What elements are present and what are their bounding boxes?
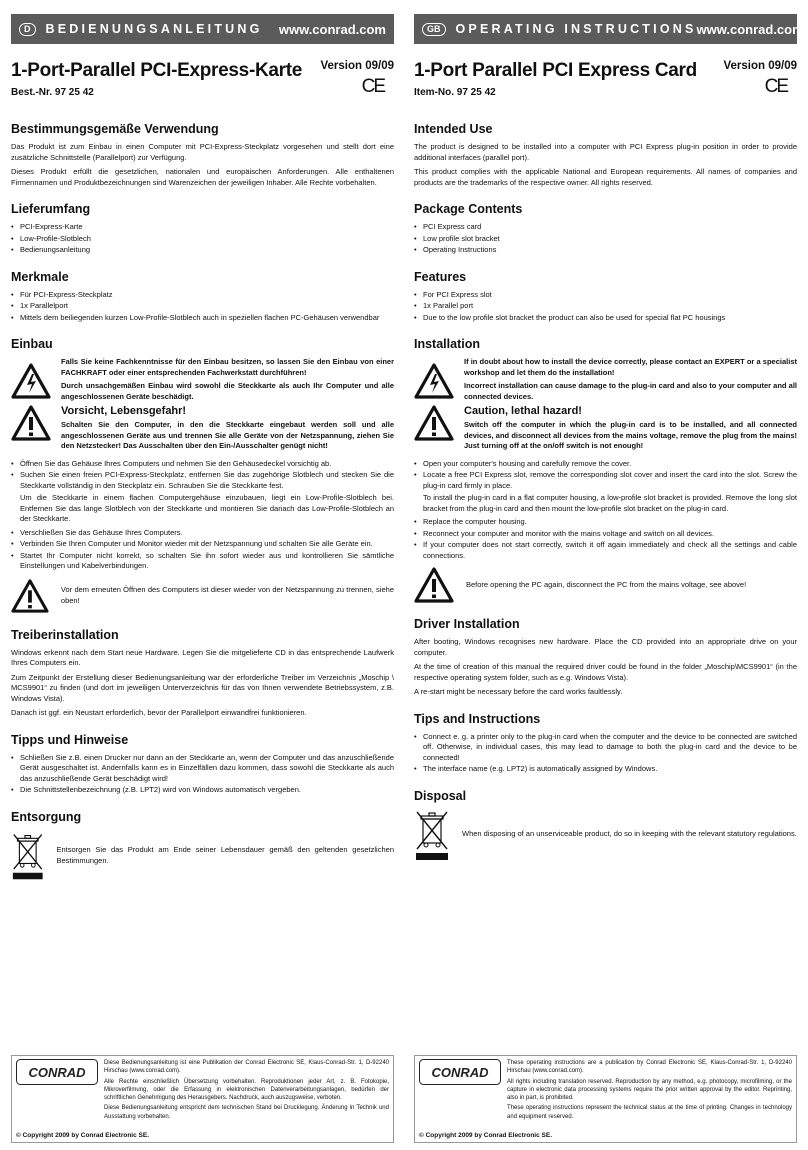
disposal-block xyxy=(11,830,394,882)
list-item: • The interface name (e.g. LPT2) is automatically assigned by Windows. xyxy=(414,764,797,775)
header-label: OPERATING INSTRUCTIONS xyxy=(455,22,697,36)
header-url: www.conrad.com xyxy=(278,21,386,37)
page-title: 1-Port Parallel PCI Express Card xyxy=(414,60,697,81)
note-block xyxy=(414,567,797,603)
contents-list xyxy=(414,222,797,256)
list-item: • Open your computer's housing and carefully remove the cover. xyxy=(414,459,797,470)
warning-block xyxy=(11,357,394,455)
footer-text: These operating instructions are a publication by Conrad Electronic SE, Klaus-Conrad-Str. 1, D-92240 Hirschau (www.conrad.com). xyxy=(507,1060,792,1075)
list-item: • Reconnect your computer and monitor with the mains voltage and switch on all devices. xyxy=(414,529,797,540)
warning-text: If in doubt about how to install the device correctly, please contact an EXPERT or a specialist workshop and let them do the installation! xyxy=(464,357,797,377)
warning-icon xyxy=(11,405,51,441)
list-item: • Suchen Sie einen freien PCI-Express-Steckplatz, entfernen Sie das zugehörige Slotblech und stecken Sie die Steckkarte vollständig in den Steckplatz ein. Schrauben Sie die Steckkarte fest. xyxy=(11,470,394,491)
crossed-bin-icon xyxy=(414,809,450,861)
paragraph: Das Produkt ist zum Einbau in einen Computer mit PCI-Express-Steckplatz vorgesehen und stellt dort eine zusätzliche Schnittstelle (Parallelport) zur Verfügung. xyxy=(11,142,394,162)
paragraph: Dieses Produkt erfüllt die gesetzlichen, nationalen und europäischen Anforderungen. Alle enthaltenen Firmennamen und Produktbezeichnungen sind Warenzeichen der jeweiligen Inhaber. Alle Rechte vorbehalten. xyxy=(11,167,394,187)
contents-list xyxy=(11,222,394,256)
step-subtext: To install the plug-in card in a flat computer housing, a low-profile slot bracket is provided. Remove the long slot bracket from the plug-in card and then mount the low-profile slot bracket on the plug-in card. xyxy=(423,493,797,513)
paragraph: After booting, Windows recognises new hardware. Place the CD provided into an appropriate drive on your computer. xyxy=(414,637,797,657)
paragraph: A re-start might be necessary before the card works faultlessly. xyxy=(414,687,623,696)
paragraph: This product complies with the applicable National and European requirements. All names of companies and products are the trademarks of the respective owner. All rights reserved. xyxy=(414,167,797,187)
disposal-text: When disposing of an unserviceable product, do so in keeping with the relevant statutory regulations. xyxy=(462,829,797,839)
list-item: • Low-Profile-Slotblech xyxy=(11,234,394,245)
version-label: Version 09/09 xyxy=(723,60,797,72)
warning-text: Incorrect installation can cause damage to the plug-in card and also to your computer and all connected devices. xyxy=(464,381,797,401)
footer-text: These operating instructions represent the technical status at the time of printing. Changes in technology and equipment reserved. xyxy=(507,1105,792,1120)
paragraph: Danach ist ggf. ein Neustart erforderlich, bevor der Parallelport einwandfrei funktionieren. xyxy=(11,708,307,717)
copyright: © Copyright 2009 by Conrad Electronic SE. xyxy=(419,1132,553,1139)
paragraph: At the time of creation of this manual the required driver could be found in the folder „Moschip\MCS9901“ (in the respective operating system folder, such as e.g. Windows Vista). xyxy=(414,662,797,682)
list-item: • Mittels dem beiliegenden kurzen Low-Profile-Slotblech auch in speziellen flachen PC-Gehäusen verwendbar xyxy=(11,313,394,324)
list-item: • PCI Express card xyxy=(414,222,797,233)
language-badge: D xyxy=(19,23,36,36)
section-heading: Package Contents xyxy=(414,202,523,216)
footer-box xyxy=(11,1055,394,1143)
warning-text: Durch unsachgemäßen Einbau wird sowohl die Steckkarte als auch Ihr Computer und alle angeschlossenen Geräte beschädigt. xyxy=(61,381,394,401)
section-heading: Treiberinstallation xyxy=(11,627,119,642)
warning-icon xyxy=(414,405,454,441)
warning-text: Falls Sie keine Fachkenntnisse für den Einbau besitzen, so lassen Sie den Einbau von einer FACHKRAFT oder einer entsprechenden Fachwerkstatt durchführen! xyxy=(61,357,394,377)
logo-text: CONRAD xyxy=(431,1065,489,1080)
disposal-block xyxy=(414,809,797,861)
section-heading: Bestimmungsgemäße Verwendung xyxy=(11,122,219,136)
section-heading: Entsorgung xyxy=(11,809,82,824)
list-item: • Replace the computer housing. xyxy=(414,517,797,528)
ce-mark-icon: CE xyxy=(361,76,384,97)
install-steps xyxy=(11,459,394,492)
section-heading: Disposal xyxy=(414,788,467,803)
title-block xyxy=(414,60,797,108)
section-heading: Tips and Instructions xyxy=(414,711,541,726)
crossed-bin-icon xyxy=(11,830,45,882)
step-subtext: Um die Steckkarte in einem flachen Computergehäuse einzubauen, liegt ein Low-Profile-Slotblech bei. Entfernen Sie das lange Slotblech von der Steckkarte und montieren Sie danach das Low-Profile-Slotblech an der Steckkarte. xyxy=(20,493,394,523)
header-bar xyxy=(414,14,804,44)
logo-text: CONRAD xyxy=(28,1065,86,1080)
footer-text: Diese Bedienungsanleitung ist eine Publikation der Conrad Electronic SE, Klaus-Conrad-Str. 1, D-92240 Hirschau (www.conrad.com). xyxy=(104,1060,389,1075)
list-item: • If your computer does not start correctly, switch it off again immediately and check all the settings and cable connections. xyxy=(414,540,797,561)
version-label: Version 09/09 xyxy=(320,60,394,72)
electric-hazard-icon xyxy=(414,363,454,399)
note-text: Vor dem erneuten Öffnen des Computers ist dieser wieder von der Netzspannung zu trennen, siehe oben! xyxy=(60,585,394,605)
list-item: • Verbinden Sie Ihren Computer und Monitor wieder mit der Netzspannung und schalten Sie alle Geräte ein. xyxy=(11,539,394,550)
section-heading: Einbau xyxy=(11,337,53,351)
list-item: • Für PCI-Express-Steckplatz xyxy=(11,290,394,301)
list-item: • Bedienungsanleitung xyxy=(11,245,394,256)
note-block xyxy=(11,578,394,614)
section-heading: Installation xyxy=(414,337,480,351)
warning-icon xyxy=(414,567,454,603)
electric-hazard-icon xyxy=(11,363,51,399)
english-column xyxy=(414,14,804,861)
ce-mark-icon: CE xyxy=(764,76,787,97)
paragraph: The product is designed to be installed into a computer with PCI Express plug-in position in order to provide additional interfaces (parallel port). xyxy=(414,142,797,162)
list-item: • Operating Instructions xyxy=(414,245,797,256)
list-item: • Die Schnittstellenbezeichnung (z.B. LPT2) wird von Windows automatisch vergeben. xyxy=(11,785,394,796)
install-steps-continued xyxy=(11,528,394,572)
footer-text: Alle Rechte einschließlich Übersetzung vorbehalten. Reproduktionen jeder Art, z. B. Fotokopie, Mikroverfilmung, oder die Erfassung in elektronischen Datenverarbeitungsanlagen, bedürfen der schriftlichen Genehmigung des Herausgebers. Nachdruck, auch auszugsweise, verboten. xyxy=(104,1078,389,1102)
caution-text: Switch off the computer in which the plug-in card is to be installed, and all connected devices, and disconnect all devices from the mains voltage, remove the plug from the mains! Just turning off at the on/off switch is not enough! xyxy=(464,420,797,450)
section-heading: Lieferumfang xyxy=(11,202,91,216)
section-heading: Merkmale xyxy=(11,269,69,284)
german-column xyxy=(11,14,394,882)
footer-box xyxy=(414,1055,797,1143)
install-steps xyxy=(414,459,797,492)
article-number: Best.-Nr. 97 25 42 xyxy=(11,87,94,98)
footer-text: All rights including translation reserved. Reproduction by any method, e.g. photocopy, microfilming, or the capture in electronic data processing systems require the prior written approval by the editor. Reprinting, also in part, is prohibited. xyxy=(507,1078,792,1102)
disposal-text: Entsorgen Sie das Produkt am Ende seiner Lebensdauer gemäß den geltenden gesetzlichen Bestimmungen. xyxy=(56,845,394,865)
warning-icon xyxy=(11,578,49,614)
list-item: • Öffnen Sie das Gehäuse Ihres Computers und nehmen Sie den Gehäusedeckel vorsichtig ab. xyxy=(11,459,394,470)
section-heading: Features xyxy=(414,269,467,284)
paragraph: Zum Zeitpunkt der Erstellung dieser Bedienungsanleitung war der erforderliche Treiber im Verzeichnis „Moschip \ MCS9901“ zu finden (und dort im jeweiligen Unterverzeichnis für das von Ihnen verwendete Betriebssystem, z.B. Windows Vista). xyxy=(11,672,394,703)
list-item: • Locate a free PCI Express slot, remove the corresponding slot cover and insert the card into the slot. Screw the plug-in card firmly in place. xyxy=(414,470,797,491)
header-bar xyxy=(11,14,394,44)
features-list xyxy=(414,290,797,324)
install-steps-continued xyxy=(414,517,797,561)
paragraph: Windows erkennt nach dem Start neue Hardware. Legen Sie die mitgelieferte CD in das entsprechende Laufwerk Ihres Computers ein. xyxy=(11,647,394,667)
conrad-logo xyxy=(16,1059,98,1085)
conrad-logo xyxy=(419,1059,501,1085)
list-item: • PCI-Express-Karte xyxy=(11,222,394,233)
caution-heading: Vorsicht, Lebensgefahr! xyxy=(61,405,187,417)
caution-text: Schalten Sie den Computer, in den die Steckkarte eingebaut werden soll und alle angeschlossenen Geräte aus und trennen Sie alle Geräte von der Netzspannung, ziehen Sie den Netzstecker! Das Ausschalten über den Ein-/Ausschalter genügt nicht! xyxy=(61,420,394,450)
features-list xyxy=(11,290,394,324)
list-item: • Due to the low profile slot bracket the product can also be used for special flat PC housings xyxy=(414,313,797,324)
tips-list xyxy=(11,753,394,796)
list-item: • 1x Parallel port xyxy=(414,301,797,312)
list-item: • Low profile slot bracket xyxy=(414,234,797,245)
list-item: • Connect e. g. a printer only to the plug-in card when the computer and the device to be connected are switched off. Otherwise, in individual cases, this may lead to damage to both the plug-in card and the device to be connected! xyxy=(414,732,797,764)
page-title: 1-Port-Parallel PCI-Express-Karte xyxy=(11,60,303,81)
tips-list xyxy=(414,732,797,775)
copyright: © Copyright 2009 by Conrad Electronic SE. xyxy=(16,1132,150,1139)
list-item: • Verschließen Sie das Gehäuse Ihres Computers. xyxy=(11,528,394,539)
list-item: • Schließen Sie z.B. einen Drucker nur dann an der Steckkarte an, wenn der Computer und das anzuschließende Gerät ausgeschaltet ist. Andernfalls kann es in Einzelfällen dazu kommen, dass sowohl die Steckkarte als auch das anzuschließende Gerät beschädigt wird! xyxy=(11,753,394,785)
list-item: • Startet Ihr Computer nicht korrekt, so schalten Sie ihn sofort wieder aus und kontrollieren Sie sämtliche Einstellungen und Kabelverbindungen. xyxy=(11,551,394,572)
list-item: • 1x Parallelport xyxy=(11,301,394,312)
warning-block xyxy=(414,357,797,455)
footer-text: Diese Bedienungsanleitung entspricht dem technischen Stand bei Drucklegung. Änderung in Technik und Ausstattung vorbehalten. xyxy=(104,1105,389,1120)
section-heading: Driver Installation xyxy=(414,617,520,631)
list-item: • For PCI Express slot xyxy=(414,290,797,301)
header-label: BEDIENUNGSANLEITUNG xyxy=(45,22,263,36)
note-text: Before opening the PC again, disconnect the PC from the mains voltage, see above! xyxy=(466,579,747,589)
caution-heading: Caution, lethal hazard! xyxy=(464,405,582,417)
section-heading: Tipps und Hinweise xyxy=(11,732,129,747)
article-number: Item-No. 97 25 42 xyxy=(414,87,496,98)
header-url: www.conrad.com xyxy=(696,21,804,37)
title-block xyxy=(11,60,394,108)
section-heading: Intended Use xyxy=(414,122,493,136)
language-badge: GB xyxy=(422,23,446,36)
